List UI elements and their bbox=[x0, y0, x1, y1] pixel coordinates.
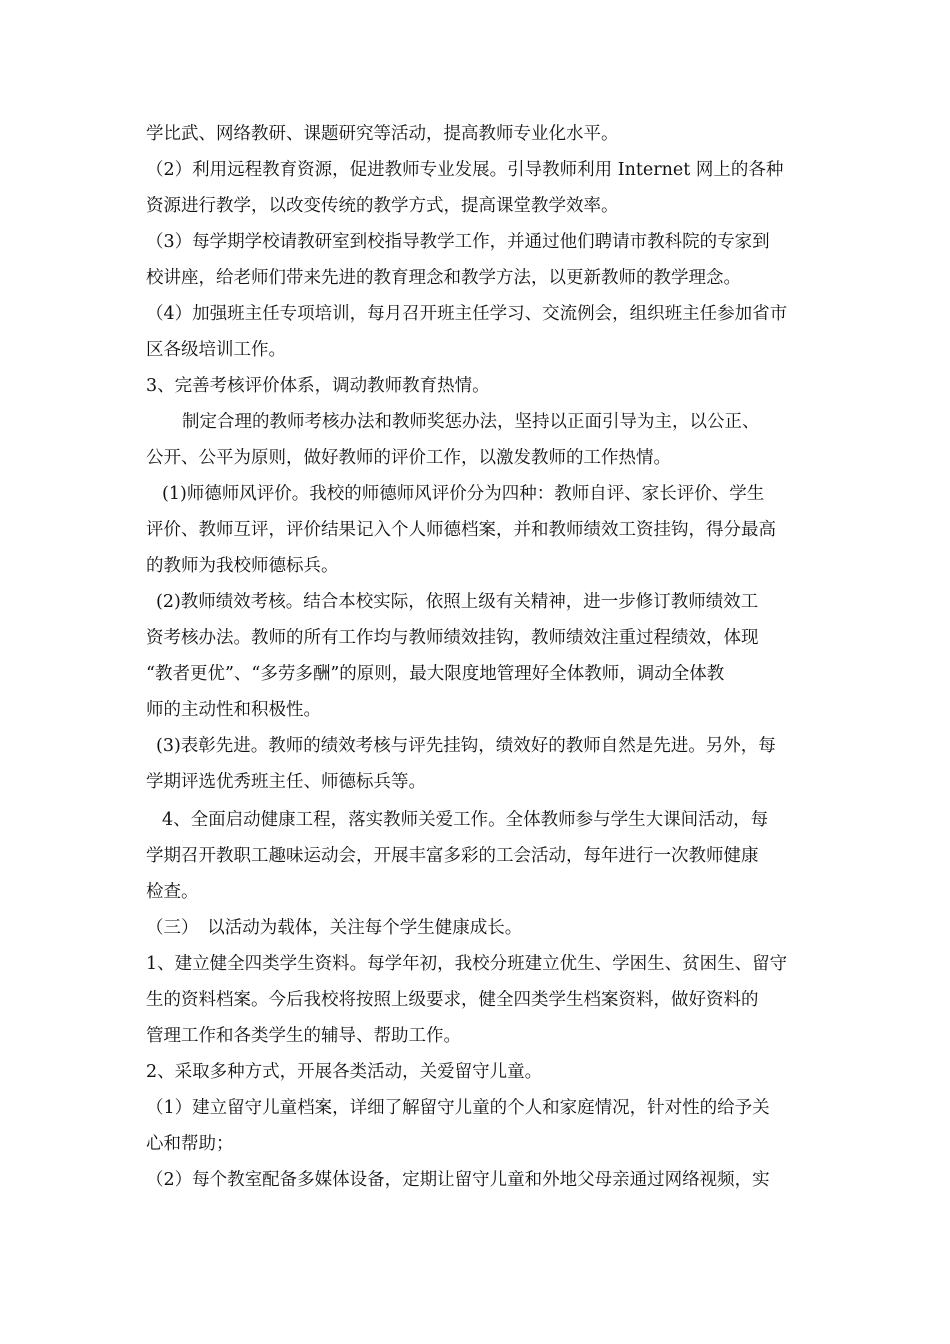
text-line: 评价、教师互评，评价结果记入个人师德档案，并和教师绩效工资挂钩，得分最高 bbox=[146, 520, 776, 540]
text-line: 学期召开教职工趣味运动会，开展丰富多彩的工会活动，每年进行一次教师健康 bbox=[146, 846, 759, 866]
text-line: （1）建立留守儿童档案，详细了解留守儿童的个人和家庭情况，针对性的给予关 bbox=[146, 1098, 770, 1118]
text-line: 区各级培训工作。 bbox=[146, 340, 286, 360]
text-line: (3)表彰先进。教师的绩效考核与评先挂钩，绩效好的教师自然是先进。另外，每 bbox=[156, 736, 776, 756]
text-line: (2)教师绩效考核。结合本校实际，依照上级有关精神，进一步修订教师绩效工 bbox=[156, 592, 759, 612]
text-line: （3）每学期学校请教研室到校指导教学工作，并通过他们聘请市教科院的专家到 bbox=[146, 232, 770, 252]
text-line: 的教师为我校师德标兵。 bbox=[146, 556, 339, 576]
text-line: (1)师德师风评价。我校的师德师风评价分为四种：教师自评、家长评价、学生 bbox=[162, 484, 765, 504]
text-line: 资源进行教学，以改变传统的教学方式，提高课堂教学效率。 bbox=[146, 196, 619, 216]
text-line: 心和帮助； bbox=[146, 1134, 234, 1154]
text-line: 制定合理的教师考核办法和教师奖惩办法，坚持以正面引导为主，以公正、 bbox=[182, 412, 760, 432]
text-line: 检查。 bbox=[146, 882, 199, 902]
text-line: 学比武、网络教研、课题研究等活动，提高教师专业化水平。 bbox=[146, 124, 619, 144]
text-line: 师的主动性和积极性。 bbox=[146, 700, 321, 720]
text-line: 生的资料档案。今后我校将按照上级要求，健全四类学生档案资料，做好资料的 bbox=[146, 990, 759, 1010]
text-line: 资考核办法。教师的所有工作均与教师绩效挂钩，教师绩效注重过程绩效，体现 bbox=[146, 628, 759, 648]
text-line: 2、采取多种方式，开展各类活动，关爱留守儿童。 bbox=[146, 1062, 543, 1082]
text-line: 4、全面启动健康工程，落实教师关爱工作。全体教师参与学生大课间活动，每 bbox=[162, 810, 769, 830]
text-line: 3、完善考核评价体系，调动教师教育热情。 bbox=[146, 376, 490, 396]
text-line: （2）利用远程教育资源，促进教师专业发展。引导教师利用 Internet 网上的各种 bbox=[146, 160, 784, 180]
text-line: 管理工作和各类学生的辅导、帮助工作。 bbox=[146, 1026, 461, 1046]
text-line: 公开、公平为原则，做好教师的评价工作，以激发教师的工作热情。 bbox=[146, 448, 671, 468]
text-line: 学期评选优秀班主任、师德标兵等。 bbox=[146, 772, 426, 792]
text-line: “教者更优”、“多劳多酬”的原则，最大限度地管理好全体教师，调动全体教 bbox=[146, 664, 725, 684]
text-line: （2）每个教室配备多媒体设备，定期让留守儿童和外地父母亲通过网络视频，实 bbox=[146, 1170, 770, 1190]
text-line: 校讲座，给老师们带来先进的教育理念和教学方法，以更新教师的教学理念。 bbox=[146, 268, 741, 288]
text-line: 1、建立健全四类学生资料。每学年初，我校分班建立优生、学困生、贫困生、留守 bbox=[146, 954, 788, 974]
text-line: （三） 以活动为载体，关注每个学生健康成长。 bbox=[146, 918, 523, 938]
text-line: （4）加强班主任专项培训，每月召开班主任学习、交流例会，组织班主任参加省市 bbox=[146, 304, 788, 324]
